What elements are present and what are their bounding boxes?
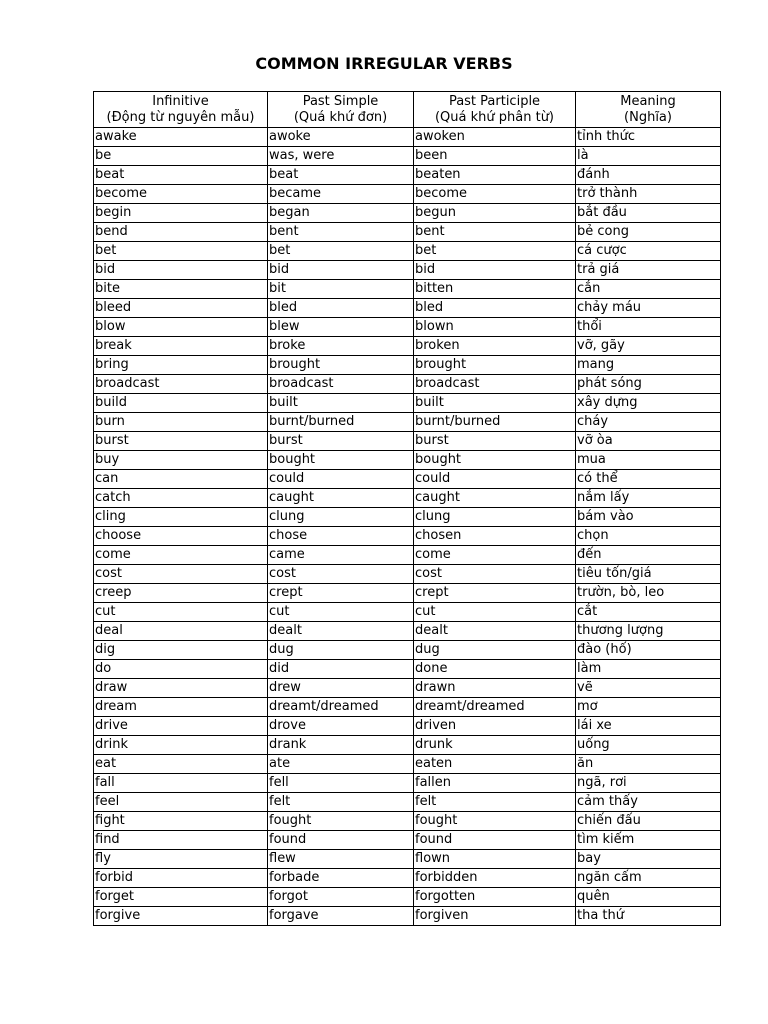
cell-infinitive: bring	[94, 356, 268, 375]
cell-infinitive: bend	[94, 223, 268, 242]
cell-infinitive: blow	[94, 318, 268, 337]
table-row	[94, 546, 721, 565]
header-past-simple	[268, 92, 414, 128]
cell-past-simple: bent	[268, 223, 414, 242]
cell-meaning: chiến đấu	[576, 812, 721, 831]
cell-past-simple: crept	[268, 584, 414, 603]
cell-meaning: trả giá	[576, 261, 721, 280]
cell-past-participle: forbidden	[414, 869, 576, 888]
cell-past-simple: caught	[268, 489, 414, 508]
cell-past-participle: bent	[414, 223, 576, 242]
cell-infinitive: dream	[94, 698, 268, 717]
cell-meaning: cảm thấy	[576, 793, 721, 812]
table-row	[94, 223, 721, 242]
cell-past-simple: bid	[268, 261, 414, 280]
cell-meaning: là	[576, 147, 721, 166]
cell-meaning: cháy	[576, 413, 721, 432]
table-row	[94, 451, 721, 470]
cell-infinitive: draw	[94, 679, 268, 698]
cell-past-participle: burnt/burned	[414, 413, 576, 432]
header-label: Infinitive	[152, 93, 209, 109]
table-row	[94, 432, 721, 451]
cell-past-participle: come	[414, 546, 576, 565]
cell-meaning: ngã, rơi	[576, 774, 721, 793]
cell-past-simple: clung	[268, 508, 414, 527]
table-row	[94, 774, 721, 793]
cell-infinitive: begin	[94, 204, 268, 223]
cell-past-simple: flew	[268, 850, 414, 869]
cell-infinitive: awake	[94, 128, 268, 147]
cell-past-simple: dealt	[268, 622, 414, 641]
cell-infinitive: be	[94, 147, 268, 166]
cell-past-participle: flown	[414, 850, 576, 869]
cell-meaning: ngăn cấm	[576, 869, 721, 888]
cell-meaning: trở thành	[576, 185, 721, 204]
cell-past-participle: cut	[414, 603, 576, 622]
cell-meaning: uống	[576, 736, 721, 755]
cell-past-participle: dealt	[414, 622, 576, 641]
cell-infinitive: bid	[94, 261, 268, 280]
cell-past-simple: felt	[268, 793, 414, 812]
cell-past-simple: ate	[268, 755, 414, 774]
cell-past-participle: brought	[414, 356, 576, 375]
cell-past-participle: dug	[414, 641, 576, 660]
table-row	[94, 204, 721, 223]
cell-past-simple: became	[268, 185, 414, 204]
table-row	[94, 812, 721, 831]
cell-infinitive: deal	[94, 622, 268, 641]
cell-past-simple: burnt/burned	[268, 413, 414, 432]
cell-past-simple: dreamt/dreamed	[268, 698, 414, 717]
page-title: COMMON IRREGULAR VERBS	[255, 54, 513, 73]
cell-past-simple: drove	[268, 717, 414, 736]
cell-past-participle: could	[414, 470, 576, 489]
cell-past-simple: began	[268, 204, 414, 223]
cell-meaning: cắn	[576, 280, 721, 299]
table-row	[94, 128, 721, 147]
cell-meaning: mang	[576, 356, 721, 375]
table-row	[94, 394, 721, 413]
cell-past-simple: chose	[268, 527, 414, 546]
cell-past-participle: eaten	[414, 755, 576, 774]
table-row	[94, 242, 721, 261]
table-row	[94, 831, 721, 850]
header-row	[94, 92, 721, 128]
cell-past-simple: forgave	[268, 907, 414, 926]
header-label: Meaning	[620, 93, 676, 109]
cell-meaning: có thể	[576, 470, 721, 489]
cell-infinitive: become	[94, 185, 268, 204]
cell-past-participle: chosen	[414, 527, 576, 546]
cell-infinitive: do	[94, 660, 268, 679]
cell-past-simple: drank	[268, 736, 414, 755]
cell-past-simple: fell	[268, 774, 414, 793]
table-row	[94, 337, 721, 356]
table-row	[94, 166, 721, 185]
cell-past-participle: bid	[414, 261, 576, 280]
cell-infinitive: bet	[94, 242, 268, 261]
table-row	[94, 717, 721, 736]
cell-meaning: tìm kiếm	[576, 831, 721, 850]
cell-meaning: chảy máu	[576, 299, 721, 318]
header-sublabel: (Động từ nguyên mẫu)	[106, 109, 255, 125]
header-sublabel: (Quá khứ đơn)	[293, 109, 388, 125]
cell-past-participle: been	[414, 147, 576, 166]
cell-past-simple: broadcast	[268, 375, 414, 394]
cell-infinitive: fly	[94, 850, 268, 869]
cell-past-participle: felt	[414, 793, 576, 812]
cell-past-simple: cut	[268, 603, 414, 622]
table-row	[94, 755, 721, 774]
table-row	[94, 185, 721, 204]
cell-past-simple: forgot	[268, 888, 414, 907]
cell-infinitive: can	[94, 470, 268, 489]
cell-infinitive: forgive	[94, 907, 268, 926]
cell-past-simple: bought	[268, 451, 414, 470]
cell-infinitive: catch	[94, 489, 268, 508]
cell-past-participle: done	[414, 660, 576, 679]
cell-past-participle: bet	[414, 242, 576, 261]
header-meaning	[576, 92, 721, 128]
table-row	[94, 888, 721, 907]
cell-infinitive: burn	[94, 413, 268, 432]
cell-infinitive: feel	[94, 793, 268, 812]
cell-past-simple: did	[268, 660, 414, 679]
table-row	[94, 565, 721, 584]
cell-past-participle: built	[414, 394, 576, 413]
cell-past-participle: begun	[414, 204, 576, 223]
cell-past-simple: broke	[268, 337, 414, 356]
cell-infinitive: creep	[94, 584, 268, 603]
table-row	[94, 660, 721, 679]
table-row	[94, 907, 721, 926]
cell-infinitive: beat	[94, 166, 268, 185]
cell-meaning: thương lượng	[576, 622, 721, 641]
table-row	[94, 793, 721, 812]
table-row	[94, 869, 721, 888]
header-past-participle	[414, 92, 576, 128]
cell-meaning: chọn	[576, 527, 721, 546]
cell-past-simple: bled	[268, 299, 414, 318]
cell-past-simple: forbade	[268, 869, 414, 888]
table-row	[94, 698, 721, 717]
cell-meaning: đào (hố)	[576, 641, 721, 660]
cell-past-simple: was, were	[268, 147, 414, 166]
cell-meaning: phát sóng	[576, 375, 721, 394]
cell-meaning: đến	[576, 546, 721, 565]
cell-infinitive: come	[94, 546, 268, 565]
cell-past-participle: forgotten	[414, 888, 576, 907]
cell-infinitive: forget	[94, 888, 268, 907]
cell-past-participle: burst	[414, 432, 576, 451]
table-row	[94, 147, 721, 166]
table-row	[94, 584, 721, 603]
table-row	[94, 850, 721, 869]
cell-past-simple: bet	[268, 242, 414, 261]
cell-infinitive: buy	[94, 451, 268, 470]
cell-infinitive: cut	[94, 603, 268, 622]
cell-meaning: tỉnh thức	[576, 128, 721, 147]
cell-infinitive: bleed	[94, 299, 268, 318]
cell-past-simple: drew	[268, 679, 414, 698]
header-label: Past Participle	[448, 93, 541, 109]
cell-infinitive: fight	[94, 812, 268, 831]
table-row	[94, 603, 721, 622]
cell-past-participle: become	[414, 185, 576, 204]
cell-infinitive: forbid	[94, 869, 268, 888]
cell-past-participle: fought	[414, 812, 576, 831]
cell-past-simple: bit	[268, 280, 414, 299]
cell-past-participle: awoken	[414, 128, 576, 147]
table-row	[94, 736, 721, 755]
cell-past-participle: blown	[414, 318, 576, 337]
cell-infinitive: fall	[94, 774, 268, 793]
cell-past-participle: caught	[414, 489, 576, 508]
cell-past-participle: drawn	[414, 679, 576, 698]
cell-meaning: mơ	[576, 698, 721, 717]
table-row	[94, 261, 721, 280]
cell-meaning: vỡ, gãy	[576, 337, 721, 356]
cell-meaning: nắm lấy	[576, 489, 721, 508]
header-infinitive	[94, 92, 268, 128]
table-row	[94, 489, 721, 508]
table-body	[94, 128, 721, 926]
header-sublabel: (Quá khứ phân từ)	[434, 109, 555, 125]
cell-meaning: mua	[576, 451, 721, 470]
cell-infinitive: drink	[94, 736, 268, 755]
cell-infinitive: eat	[94, 755, 268, 774]
cell-past-participle: broken	[414, 337, 576, 356]
table-row	[94, 622, 721, 641]
cell-meaning: bẻ cong	[576, 223, 721, 242]
cell-past-participle: fallen	[414, 774, 576, 793]
cell-past-participle: crept	[414, 584, 576, 603]
cell-meaning: cắt	[576, 603, 721, 622]
table-row	[94, 299, 721, 318]
cell-past-participle: drunk	[414, 736, 576, 755]
table-row	[94, 641, 721, 660]
header-label: Past Simple	[302, 93, 379, 109]
cell-meaning: đánh	[576, 166, 721, 185]
table-row	[94, 375, 721, 394]
table-row	[94, 508, 721, 527]
cell-past-participle: clung	[414, 508, 576, 527]
cell-past-simple: came	[268, 546, 414, 565]
cell-past-participle: broadcast	[414, 375, 576, 394]
header-sublabel: (Nghĩa)	[624, 109, 672, 125]
cell-past-participle: cost	[414, 565, 576, 584]
cell-past-simple: found	[268, 831, 414, 850]
cell-past-simple: blew	[268, 318, 414, 337]
cell-meaning: tiêu tốn/giá	[576, 565, 721, 584]
table-row	[94, 280, 721, 299]
cell-past-participle: driven	[414, 717, 576, 736]
cell-infinitive: cling	[94, 508, 268, 527]
cell-infinitive: dig	[94, 641, 268, 660]
cell-past-simple: fought	[268, 812, 414, 831]
cell-past-simple: brought	[268, 356, 414, 375]
table-row	[94, 413, 721, 432]
table-row	[94, 470, 721, 489]
cell-past-simple: awoke	[268, 128, 414, 147]
cell-meaning: trườn, bò, leo	[576, 584, 721, 603]
cell-meaning: thổi	[576, 318, 721, 337]
cell-past-simple: dug	[268, 641, 414, 660]
cell-meaning: cá cược	[576, 242, 721, 261]
cell-infinitive: break	[94, 337, 268, 356]
cell-past-simple: cost	[268, 565, 414, 584]
cell-meaning: xây dựng	[576, 394, 721, 413]
cell-past-simple: built	[268, 394, 414, 413]
table-row	[94, 356, 721, 375]
cell-past-simple: could	[268, 470, 414, 489]
cell-infinitive: burst	[94, 432, 268, 451]
cell-past-participle: forgiven	[414, 907, 576, 926]
cell-meaning: làm	[576, 660, 721, 679]
cell-meaning: vỡ òa	[576, 432, 721, 451]
cell-infinitive: cost	[94, 565, 268, 584]
cell-infinitive: find	[94, 831, 268, 850]
cell-meaning: bám vào	[576, 508, 721, 527]
cell-past-participle: bought	[414, 451, 576, 470]
cell-infinitive: choose	[94, 527, 268, 546]
cell-infinitive: build	[94, 394, 268, 413]
table-row	[94, 527, 721, 546]
cell-meaning: bay	[576, 850, 721, 869]
cell-infinitive: drive	[94, 717, 268, 736]
cell-past-participle: beaten	[414, 166, 576, 185]
cell-past-simple: beat	[268, 166, 414, 185]
cell-meaning: vẽ	[576, 679, 721, 698]
irregular-verbs-table	[93, 91, 721, 926]
cell-meaning: lái xe	[576, 717, 721, 736]
cell-infinitive: bite	[94, 280, 268, 299]
cell-meaning: ăn	[576, 755, 721, 774]
cell-infinitive: broadcast	[94, 375, 268, 394]
table-row	[94, 318, 721, 337]
cell-past-participle: bitten	[414, 280, 576, 299]
cell-meaning: bắt đầu	[576, 204, 721, 223]
cell-past-participle: dreamt/dreamed	[414, 698, 576, 717]
cell-meaning: quên	[576, 888, 721, 907]
table-row	[94, 679, 721, 698]
cell-meaning: tha thứ	[576, 907, 721, 926]
cell-past-participle: bled	[414, 299, 576, 318]
cell-past-simple: burst	[268, 432, 414, 451]
cell-past-participle: found	[414, 831, 576, 850]
